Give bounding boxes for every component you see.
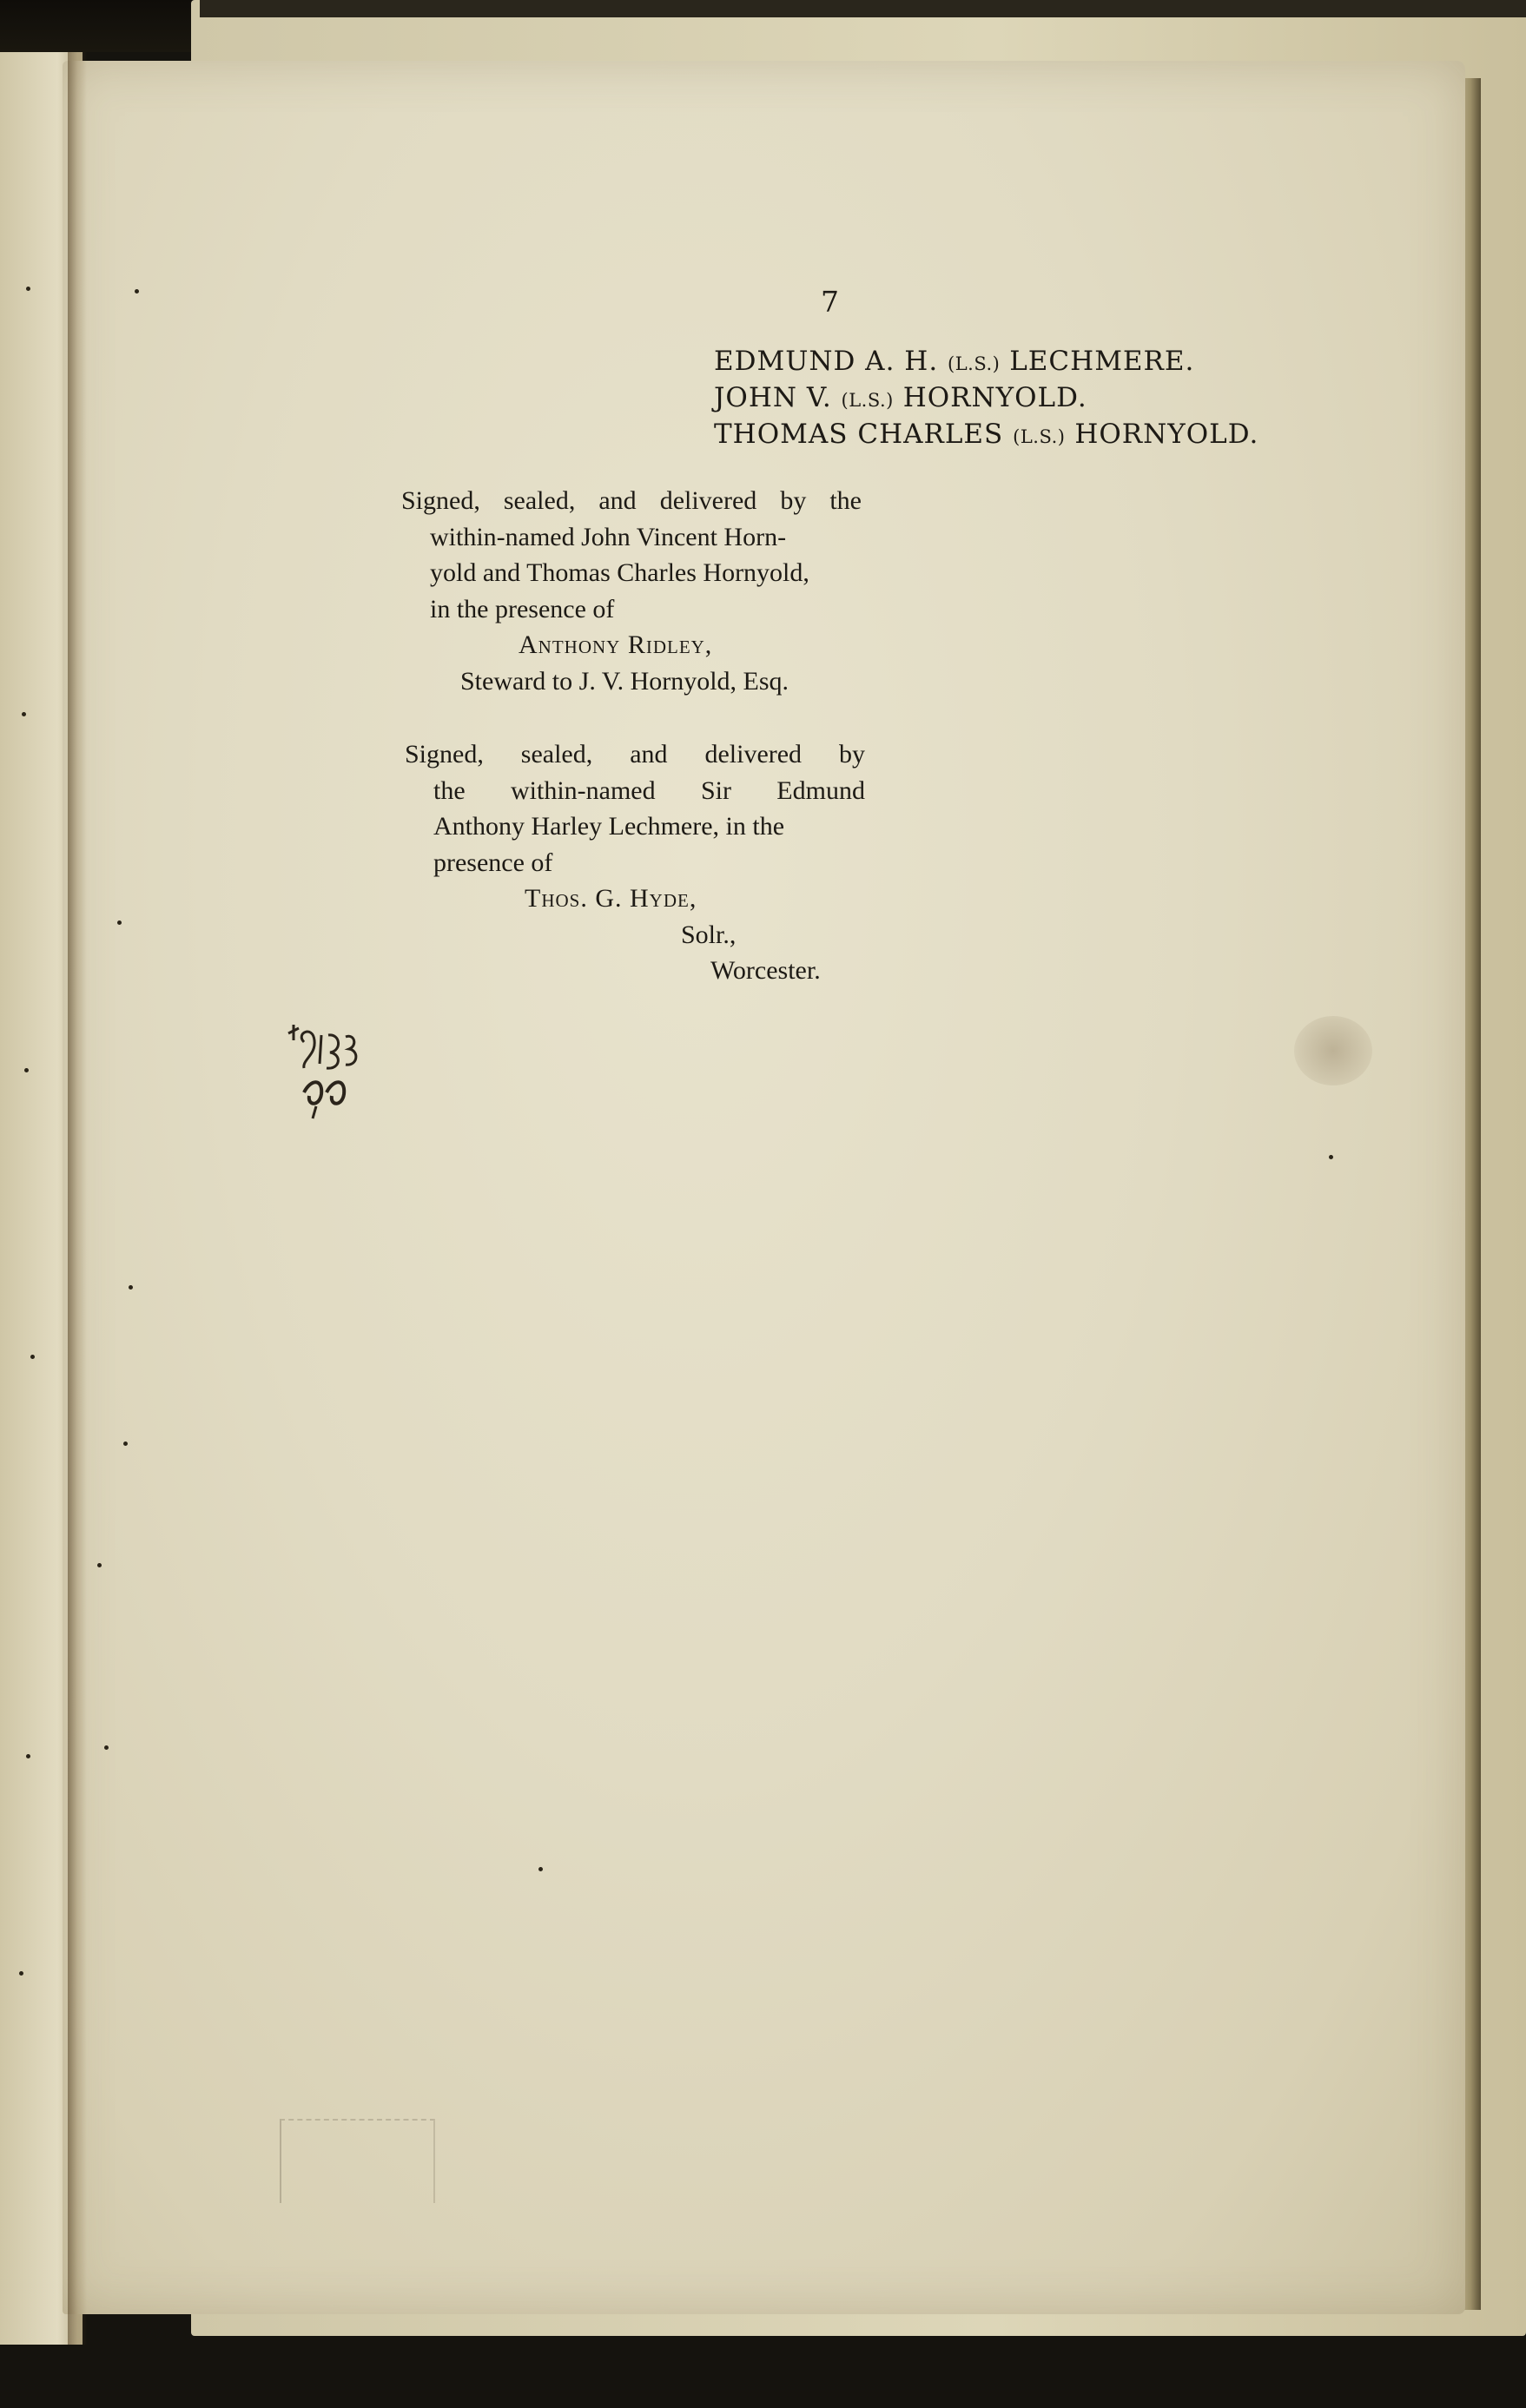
- signature-line-2: [714, 382, 1087, 413]
- word: delivered: [704, 740, 803, 769]
- word: Sir: [700, 775, 731, 805]
- attestation-line: within-named John Vincent Horn-: [430, 522, 787, 551]
- word: by: [780, 486, 807, 515]
- attestation-line: [405, 736, 865, 773]
- ink-speck: [117, 920, 122, 925]
- ink-speck: [30, 1355, 35, 1359]
- attestation-line: Anthony Harley Lechmere, in the: [433, 812, 785, 841]
- signatory-surname: HORNYOLD.: [902, 382, 1087, 413]
- word: Edmund: [776, 775, 865, 805]
- ink-speck: [104, 1745, 109, 1750]
- signatory-first-name: JOHN V.: [714, 382, 832, 413]
- word: Signed,: [405, 740, 484, 769]
- witness-name: [401, 627, 862, 663]
- ink-speck: [22, 712, 26, 716]
- seal-mark: (L.S.): [841, 390, 894, 411]
- faint-stamp-mark: [280, 2119, 435, 2203]
- witness-title: Steward to J. V. Hornyold, Esq.: [460, 666, 789, 696]
- word: delivered: [659, 486, 757, 515]
- seal-mark: (L.S.): [948, 353, 1001, 374]
- ink-speck: [19, 1971, 23, 1976]
- attestation-line: [401, 483, 862, 519]
- attestation-clause-hornyold: [401, 483, 862, 699]
- signature-line-3: [714, 419, 1258, 450]
- word: and: [630, 740, 668, 769]
- ink-speck: [538, 1867, 543, 1871]
- signatory-first-name: EDMUND A. H.: [714, 346, 939, 377]
- ink-speck: [135, 289, 139, 294]
- ink-speck: [26, 1754, 30, 1758]
- attestation-line: presence of: [433, 848, 553, 877]
- signature-line-1: [714, 346, 1194, 377]
- page-stain: [1294, 1016, 1372, 1085]
- word: and: [598, 486, 637, 515]
- word: the: [433, 775, 466, 805]
- ink-speck: [24, 1068, 29, 1072]
- word: Signed,: [401, 486, 480, 515]
- witness-name-text: Thos. G. Hyde,: [525, 884, 697, 913]
- spine-shadow: [68, 52, 87, 2345]
- word: sealed,: [520, 740, 593, 769]
- handwritten-annotation: [278, 1016, 373, 1129]
- witness-title: Solr.,: [681, 920, 737, 949]
- signatory-first-name: THOMAS CHARLES: [714, 419, 1004, 450]
- background-edge: [200, 0, 1526, 17]
- signatory-surname: LECHMERE.: [1009, 346, 1195, 377]
- ink-speck: [26, 287, 30, 291]
- ink-speck: [129, 1285, 133, 1290]
- attestation-line: in the presence of: [430, 594, 615, 623]
- seal-mark: (L.S.): [1013, 426, 1066, 447]
- witness-place: Worcester.: [710, 956, 821, 985]
- signatory-surname: HORNYOLD.: [1074, 419, 1259, 450]
- word: the: [829, 486, 862, 515]
- witness-name-text: Anthony Ridley,: [519, 630, 713, 659]
- attestation-line: [405, 773, 865, 809]
- ink-speck: [1329, 1155, 1333, 1159]
- attestation-line: yold and Thomas Charles Hornyold,: [430, 558, 809, 587]
- word: by: [839, 740, 865, 769]
- ink-speck: [97, 1563, 102, 1567]
- witness-name: [405, 881, 865, 917]
- word: sealed,: [503, 486, 576, 515]
- attestation-clause-lechmere: [405, 736, 865, 989]
- word: within-named: [510, 775, 656, 805]
- ink-speck: [123, 1442, 128, 1446]
- page-number: 7: [821, 285, 839, 319]
